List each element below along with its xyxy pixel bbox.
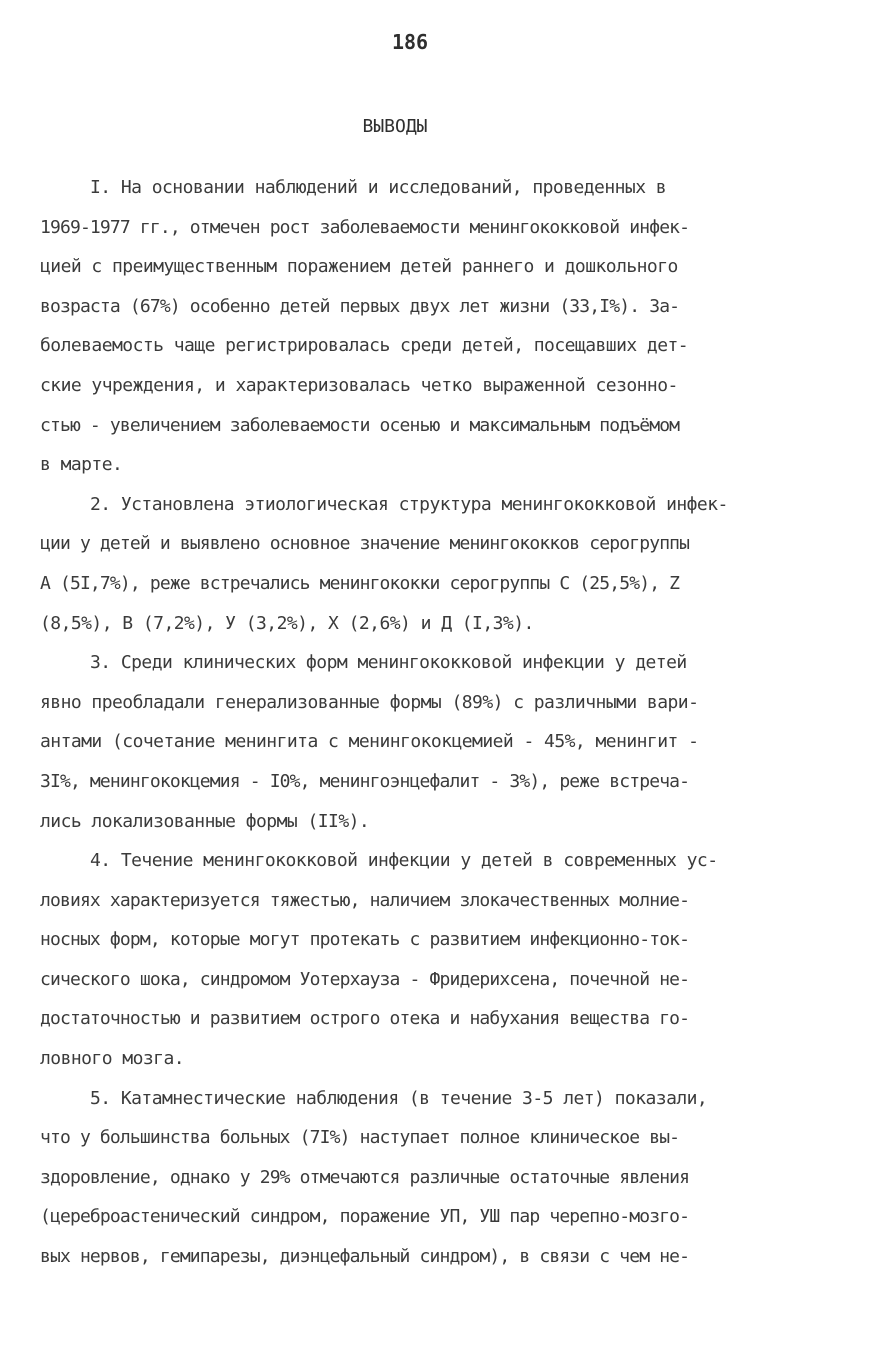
text-line: лись локализованные формы (II%). [40, 810, 370, 832]
conclusions-body [40, 168, 840, 1277]
page-heading: ВЫВОДЫ [362, 116, 428, 137]
text-line: что у большинства больных (7I%) наступает полное клиническое вы- [40, 1127, 680, 1149]
text-line: возраста (67%) особенно детей первых двух лет жизни (33,I%). За- [40, 295, 680, 317]
text-line: здоровление, однако у 29% отмечаются различные остаточные явления [40, 1166, 690, 1188]
text-line: 3. Среди клинических форм менингококковой инфекции у детей [90, 652, 687, 674]
text-line: стью - увеличением заболеваемости осенью и максимальным подъёмом [40, 414, 680, 436]
text-line: носных форм, которые могут протекать с развитием инфекционно-ток- [40, 929, 690, 951]
text-line: А (5I,7%), реже встречались менингококки серогруппы С (25,5%), Z [40, 572, 680, 594]
text-line: (цереброастенический синдром, поражение УП, УШ пар черепно-мозго- [40, 1206, 690, 1228]
text-line: ские учреждения, и характеризовалась четко выраженной сезонно- [40, 374, 678, 396]
text-line: I. На основании наблюдений и исследований, проведенных в [90, 177, 667, 198]
text-line: ции у детей и выявлено основное значение менингококков серогруппы [40, 533, 690, 555]
text-line: 1969-1977 гг., отмечен рост заболеваемости менингококковой инфек- [40, 216, 690, 238]
text-line: антами (сочетание менингита с менингококцемией - 45%, менингит - [40, 731, 699, 753]
text-line: достаточностью и развитием острого отека и набухания вещества го- [40, 1008, 690, 1030]
text-line: цией с преимущественным поражением детей раннего и дошкольного [40, 256, 678, 278]
text-line: 5. Катамнестические наблюдения (в течение 3-5 лет) показали, [90, 1087, 708, 1109]
page-number: 186 [391, 30, 429, 54]
text-line: ловиях характеризуется тяжестью, наличием злокачественных молние- [40, 889, 690, 911]
text-line: в марте. [40, 454, 123, 476]
text-line: сического шока, синдромом Уотерхауза - Фридерихсена, почечной не- [40, 968, 690, 990]
text-line: вых нервов, гемипарезы, диэнцефальный синдром), в связи с чем не- [40, 1246, 690, 1268]
text-line: ловного мозга. [40, 1048, 185, 1070]
text-line: 2. Установлена этиологическая структура менингококковой инфек- [90, 493, 728, 515]
text-line: 4. Течение менингококковой инфекции у детей в современных ус- [90, 850, 718, 872]
text-line: 3I%, менингококцемия - I0%, менингоэнцефалит - 3%), реже встреча- [40, 770, 690, 792]
text-line: явно преобладали генерализованные формы (89%) с различными вари- [40, 691, 699, 713]
text-line: болеваемость чаще регистрировалась среди детей, посещавших дет- [40, 335, 689, 357]
text-line: (8,5%), В (7,2%), У (3,2%), Х (2,6%) и Д (I,3%). [40, 612, 534, 634]
